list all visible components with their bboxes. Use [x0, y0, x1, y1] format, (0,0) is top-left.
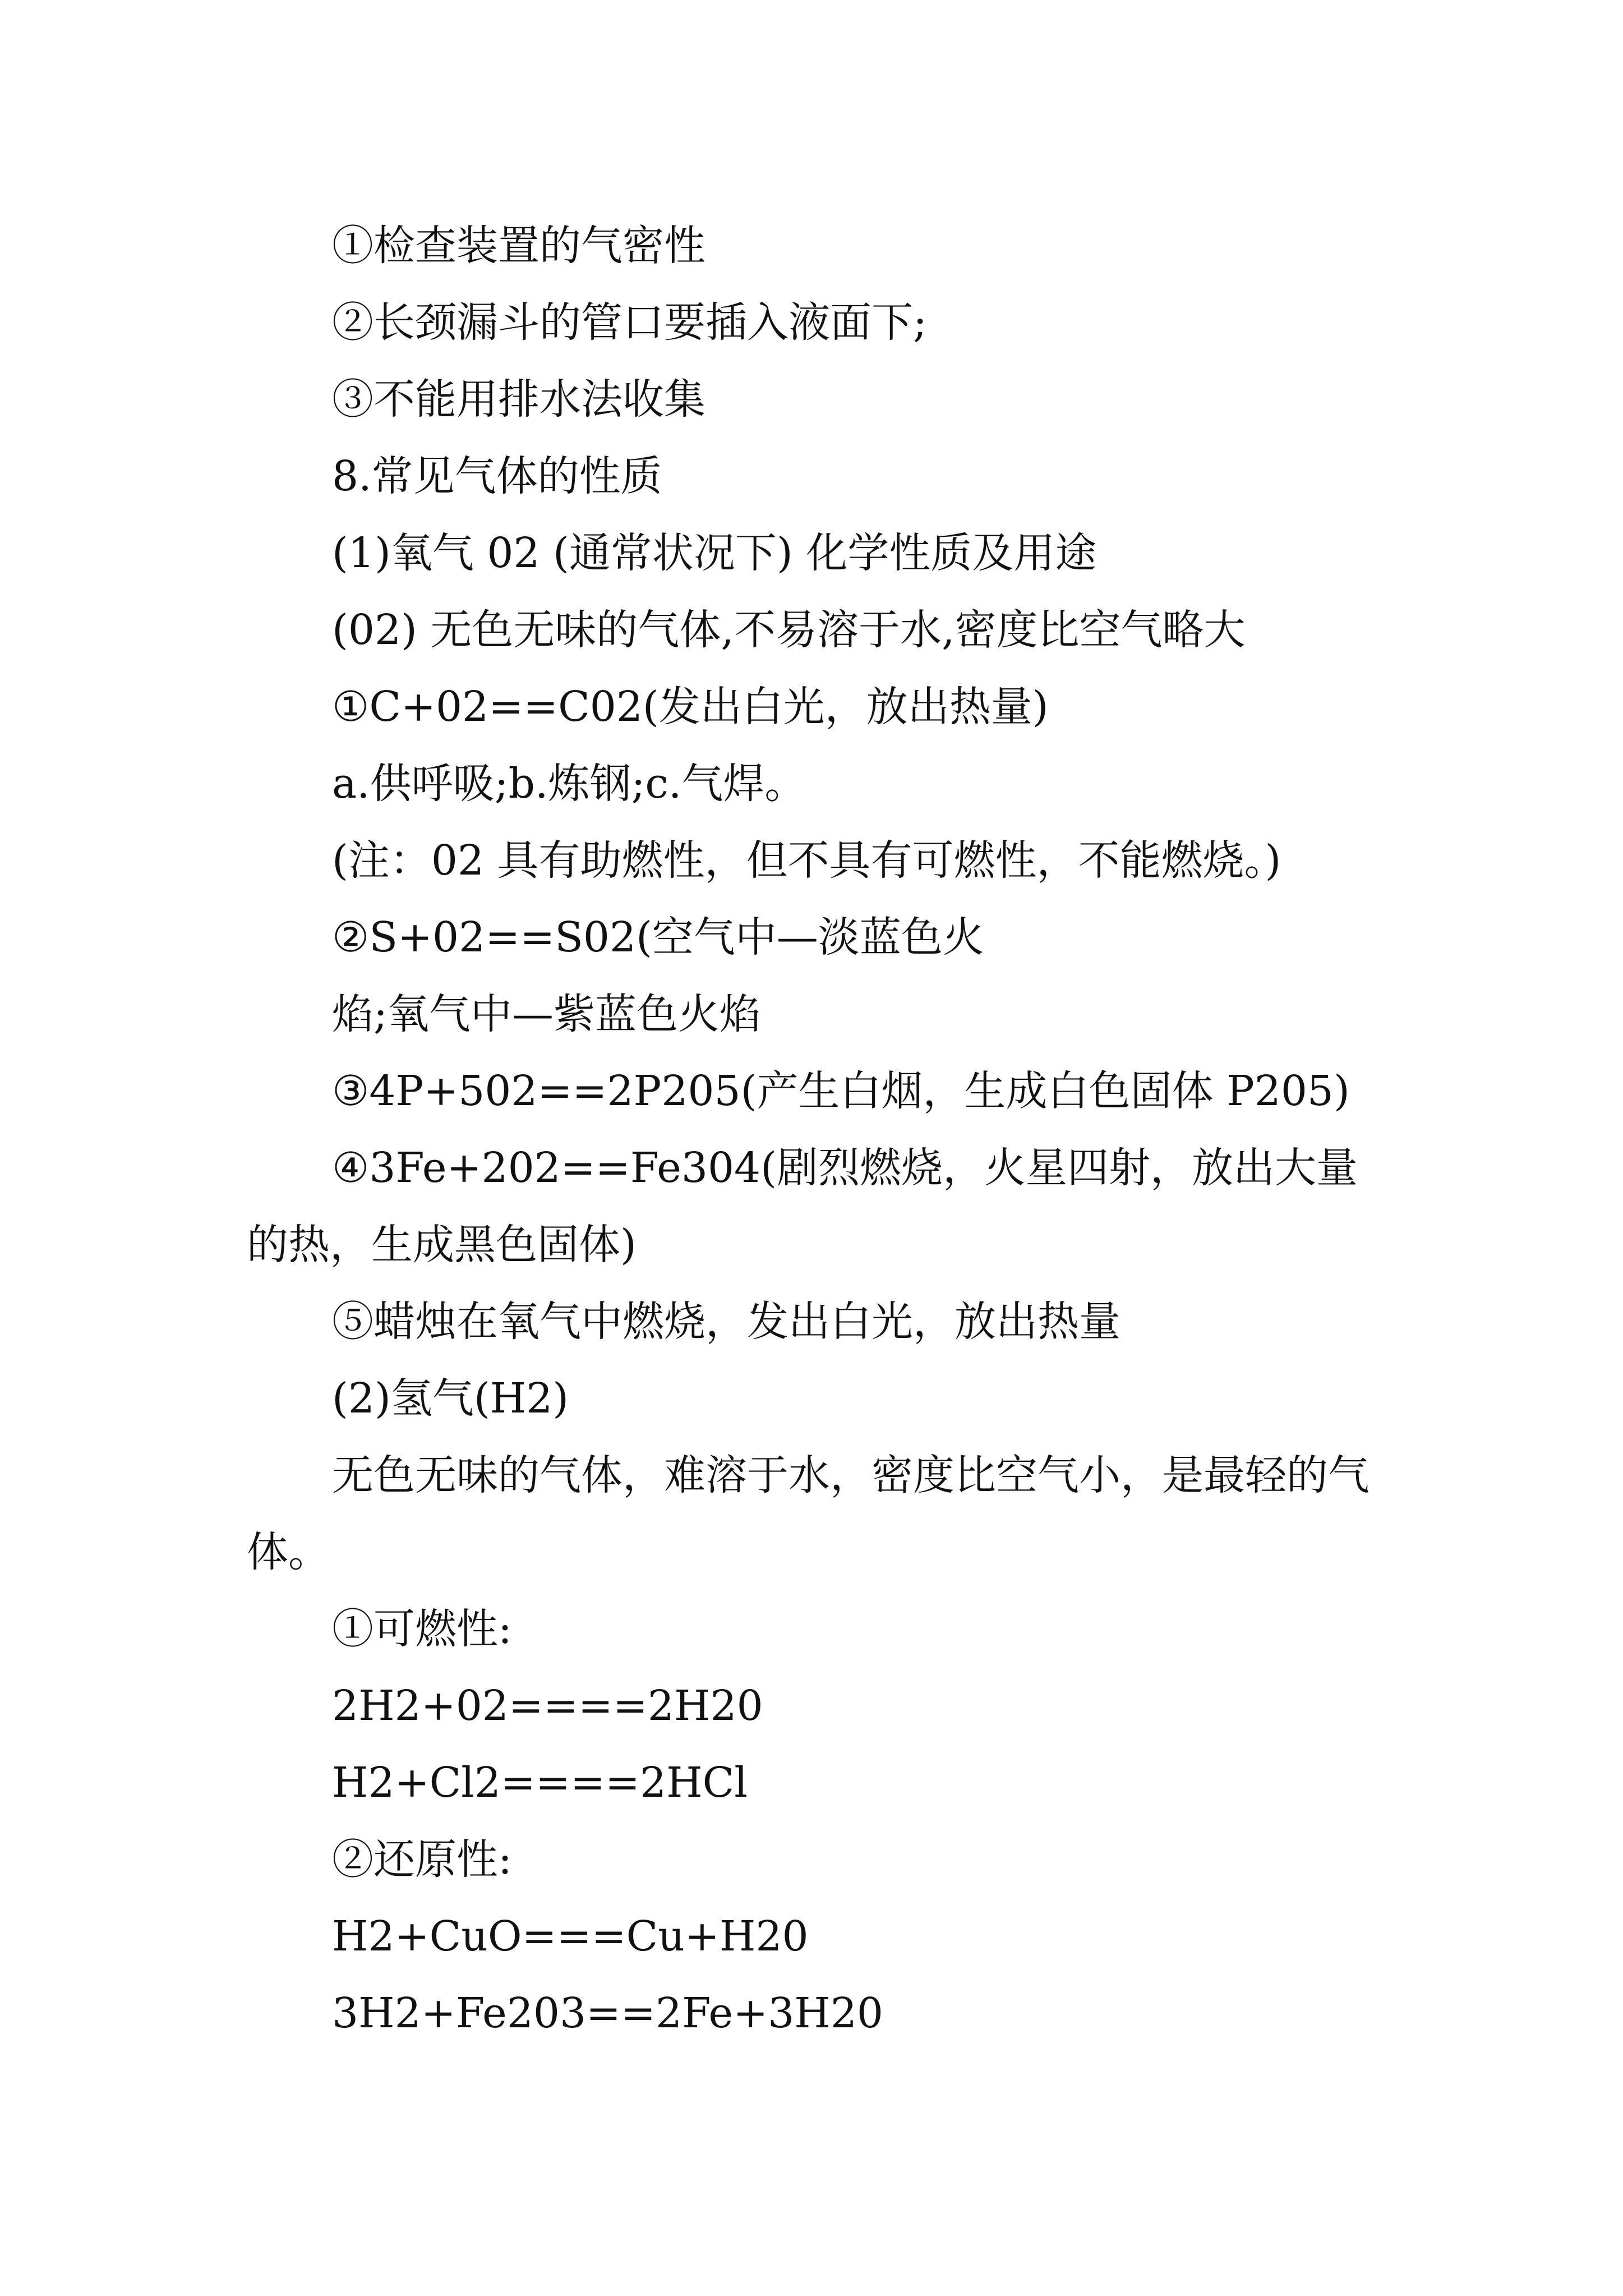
text-line: ①可燃性: — [332, 1605, 512, 1653]
equation-line: H2+Cl2====2HCl — [332, 1759, 748, 1807]
subsection-heading: (2)氢气(H2) — [332, 1374, 569, 1423]
document-body — [247, 208, 1391, 2052]
equation-paragraph: ④3Fe+202==Fe304(剧烈燃烧，火星四射，放出大量的热，生成黑色固体) — [247, 1144, 1358, 1269]
text-paragraph: 无色无味的气体，难溶于水，密度比空气小，是最轻的气体。 — [247, 1451, 1370, 1576]
equation-line: ①C+02==C02(发出白光，放出热量) — [332, 683, 1049, 731]
text-line: 焰;氧气中—紫蓝色火焰 — [332, 990, 761, 1038]
text-line: ②还原性: — [332, 1835, 512, 1884]
equation-line: ③4P+502==2P205(产生白烟，生成白色固体 P205) — [332, 1067, 1350, 1115]
equation-line: H2+CuO===Cu+H20 — [332, 1912, 809, 1961]
equation-line: ②S+02==S02(空气中—淡蓝色火 — [332, 913, 984, 961]
text-line: (02) 无色无味的气体,不易溶于水,密度比空气略大 — [332, 606, 1246, 654]
text-line: ③不能用排水法收集 — [332, 375, 706, 424]
section-heading: 8.常见气体的性质 — [332, 452, 662, 500]
text-line: ②长颈漏斗的管口要插入液面下; — [332, 298, 927, 347]
text-line: ⑤蜡烛在氧气中燃烧，发出白光，放出热量 — [332, 1297, 1121, 1346]
note-line: (注：02 具有助燃性，但不具有可燃性，不能燃烧。) — [332, 836, 1281, 885]
text-line: a.供呼吸;b.炼钢;c.气焊。 — [332, 760, 806, 808]
subsection-heading: (1)氧气 02 (通常状况下) 化学性质及用途 — [332, 529, 1097, 577]
equation-line: 3H2+Fe203==2Fe+3H20 — [332, 1989, 883, 2037]
text-line: ①检查装置的气密性 — [332, 222, 706, 270]
equation-line: 2H2+02====2H20 — [332, 1682, 763, 1730]
